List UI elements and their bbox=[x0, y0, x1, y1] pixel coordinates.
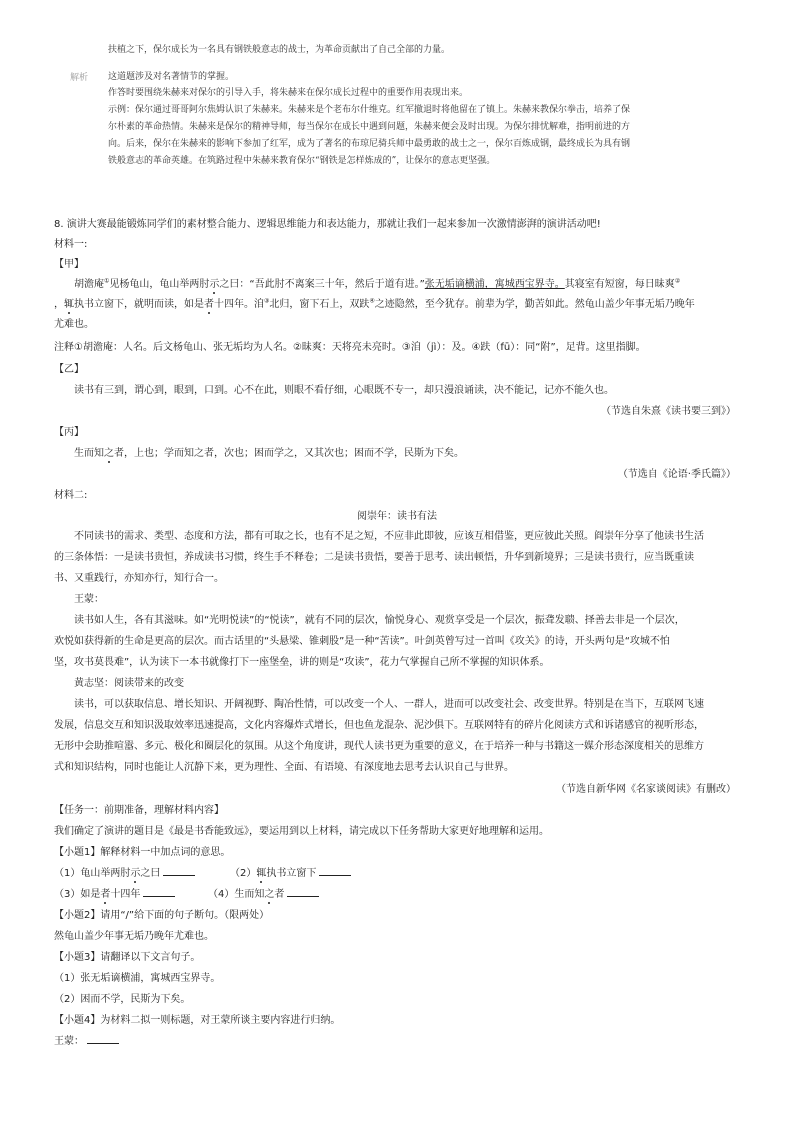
analysis-line: 作答时要围绕朱赫来对保尔的引导入手，将朱赫来在保尔成长过程中的重要作用表现出来。 bbox=[108, 88, 469, 98]
hzj-line: 读书，可以获取信息、增长知识、开阔视野、陶冶性情，可以改变一个人、一群人，进而可以改变社会、改变世界。特别是在当下，互联网飞速 bbox=[74, 699, 704, 710]
analysis-tag: 解析 bbox=[70, 73, 89, 83]
task-1-description: 我们确定了演讲的题目是《最是书香能致远》，要运用到以上材料，请完成以下任务帮助大家更好地理解和运用。 bbox=[54, 826, 549, 837]
analysis-line: 尔朴素的革命热情。朱赫来是保尔的精神导师，每当保尔在成长中遇到问题，朱赫来便会及时出现。为保尔排忧解难，指明前进的方 bbox=[108, 122, 631, 132]
subquestion-3: 【小题3】请翻译以下文言句子。 bbox=[54, 952, 201, 963]
jia-line-1: 胡澹庵①见杨龟山，龟山举两肘示之曰：“吾此肘不离案三十年，然后于道有进。”张无垢谪横浦，寓城西宝界寺。其寝室有短窗，每日昧爽② bbox=[74, 275, 680, 290]
jia-note: 注释①胡澹庵：人名。后文杨龟山、张无垢均为人名。②昧爽：天将亮未亮时。③洎（jì）：及。④趺（fū）：同“附”，足背。这里指脚。 bbox=[54, 342, 646, 353]
question-8-intro: 8. 演讲大赛最能锻炼同学们的素材整合能力、逻辑思维能力和表达能力，那就让我们一起来参加一次激情澎湃的演讲活动吧! bbox=[54, 219, 601, 230]
section-yi-label: 【乙】 bbox=[54, 364, 84, 375]
material-2-source: （节选自新华网《名家谈阅读》有删改） bbox=[556, 784, 736, 795]
hzj-line: 发展，信息交互和知识汲取效率迅速提高，文化内容爆炸式增长，但也鱼龙混杂、泥沙俱下。互联网特有的碎片化阅读方式和诉诸感官的视听形态， bbox=[54, 720, 704, 731]
subquestion-3-item: （1）张无垢谪横浦，寓城西宝界寺。 bbox=[54, 973, 221, 984]
wangmeng-label: 王蒙： bbox=[74, 594, 104, 605]
subquestion-1-item-2: （2）辄执书立窗下 bbox=[230, 864, 351, 879]
m2-line: 书、又重践行，亦知亦行，知行合一。 bbox=[54, 573, 224, 584]
subquestion-1-item-1: （1）龟山举两肘示之曰 bbox=[54, 864, 195, 879]
analysis-line: 这道题涉及对名著情节的掌握。 bbox=[108, 72, 235, 82]
material-2-title: 阅崇年：读书有法 bbox=[357, 511, 437, 522]
material-1-label: 材料一: bbox=[54, 239, 88, 250]
m2-line: 不同读书的需求、类型、态度和方法，都有可取之长，也有不足之短，不应非此即彼，应该互相借鉴，更应彼此关照。阎崇年分享了他读书生活 bbox=[74, 531, 704, 542]
analysis-line: 向。后来，保尔在朱赫来的影响下参加了红军，成为了著名的布琼尼骑兵师中最勇敢的战士之一，保尔百炼成钢，最终成长为具有钢 bbox=[108, 139, 631, 149]
answer-blank[interactable] bbox=[87, 1034, 119, 1044]
jia-line-2: ，辄执书立窗下，就明而读，如是者十四年。洎③北归，窗下石上，双趺④之迹隐然，至今犹存。前辈为学，勤苦如此。然龟山盖少年事无垢乃晚年 bbox=[54, 295, 695, 310]
yi-source: （节选自朱熹《读书要三到》） bbox=[601, 406, 736, 417]
section-bing-label: 【丙】 bbox=[54, 427, 84, 438]
section-jia-label: 【甲】 bbox=[54, 259, 84, 270]
bing-text: 生而知之者，上也；学而知之者，次也；困而学之，又其次也；困而不学，民斯为下矣。 bbox=[74, 444, 464, 459]
answer-blank[interactable] bbox=[319, 866, 351, 876]
wm-line: 欢悦如获得新的生命是更高的层次。而古话里的“头悬梁、锥刺股”是一种“苦读”。叶剑英曾写过一首叫《攻关》的诗，开头两句是“攻城不怕 bbox=[54, 636, 670, 647]
subquestion-1: 【小题1】解释材料一中加点词的意思。 bbox=[54, 847, 231, 858]
m2-line: 的三条体悟：一是读书贵恒，养成读书习惯，终生手不释卷；二是读书贵悟，要善于思考、读出顿悟，升华到新境界；三是读书贵行，应当既重读 bbox=[54, 552, 694, 563]
subquestion-2: 【小题2】请用“/”给下面的句子断句。（限两处） bbox=[54, 910, 270, 921]
material-2-label: 材料二: bbox=[54, 490, 88, 501]
wm-line: 读书如人生，各有其滋味。如“光明悦读”的“悦读”，就有不同的层次，愉悦身心、观赏享受是一个层次，振聋发聩、择善去非是一个层次， bbox=[74, 615, 685, 626]
hzj-line: 式和知识结构，同时也能让人沉静下来，更为理性、全面、有语境、有深度地去思考去认识自己与世界。 bbox=[54, 762, 514, 773]
analysis-line: 示例：保尔通过哥哥阿尔焦姆认识了朱赫来。朱赫来是个老布尔什维克。红军撤退时将他留在了镇上。朱赫来教保尔拳击，培养了保 bbox=[108, 105, 631, 115]
jia-line-3: 尤难也。 bbox=[54, 319, 94, 330]
yi-text: 读书有三到，谓心到，眼到，口到。心不在此，则眼不看仔细，心眼既不专一，却只漫浪诵读，决不能记，记亦不能久也。 bbox=[74, 385, 614, 396]
answer-blank[interactable] bbox=[143, 887, 175, 897]
subquestion-1-item-3: （3）如是者十四年 bbox=[54, 885, 175, 900]
bing-source: （节选自《论语·季氏篇》） bbox=[617, 469, 736, 480]
subquestion-4: 【小题4】为材料二拟一则标题，对王蒙所谈主要内容进行归纳。 bbox=[54, 1015, 341, 1026]
underlined-sentence: 张无垢谪横浦，寓城西宝界寺。 bbox=[424, 279, 565, 290]
hzj-line: 无形中会助推喧嚣、多元、极化和圈层化的氛围。从这个角度讲，现代人读书更为重要的意义，在于培养一种与书籍这一媒介形态深度相关的思维方 bbox=[54, 741, 704, 752]
subquestion-2-sentence: 然龟山盖少年事无垢乃晚年尤难也。 bbox=[54, 931, 214, 942]
task-1-heading: 【任务一：前期准备，理解材料内容】 bbox=[54, 805, 224, 816]
subquestion-4-answer: 王蒙： bbox=[54, 1032, 119, 1047]
wm-line: 坚，攻书莫畏难”，认为读下一本书就像打下一座堡垒，讲的则是“攻读”，花力气掌握自己所不掌握的知识体系。 bbox=[54, 657, 550, 668]
analysis-top-line: 扶植之下，保尔成长为一名具有钢铁般意志的战士，为革命贡献出了自己全部的力量。 bbox=[108, 45, 451, 55]
analysis-line: 铁般意志的革命英雄。在筑路过程中朱赫来教育保尔“钢铁是怎样炼成的”，让保尔的意志更坚强。 bbox=[108, 156, 496, 166]
huangzhijian-label: 黄志坚：阅读带来的改变 bbox=[74, 678, 184, 689]
subquestion-3-item: （2）困而不学，民斯为下矣。 bbox=[54, 994, 191, 1005]
answer-blank[interactable] bbox=[163, 866, 195, 876]
answer-blank[interactable] bbox=[287, 887, 319, 897]
subquestion-1-item-4: （4）生而知之者 bbox=[208, 885, 319, 900]
